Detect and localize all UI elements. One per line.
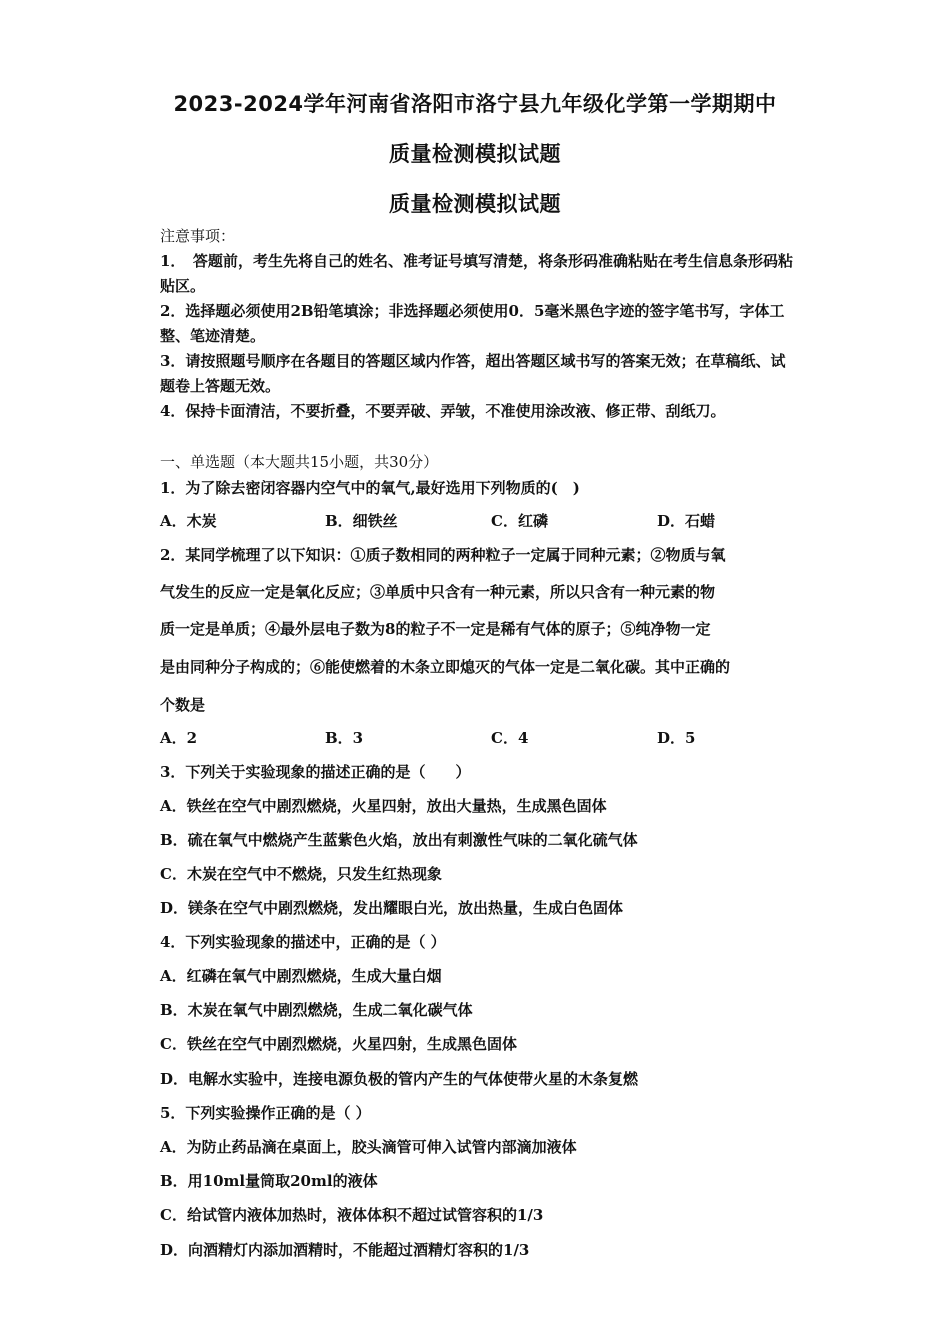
question-1-stem: 1．为了除去密闭容器内空气中的氧气,最好选用下列物质的( ) — [160, 479, 580, 497]
question-2-option-b: B．3 — [325, 729, 364, 747]
page-title: 2023-2024学年河南省洛阳市洛宁县九年级化学第一学期期中 — [173, 92, 777, 116]
question-3-stem: 3．下列关于实验现象的描述正确的是（ ） — [160, 763, 471, 781]
page-subtitle: 质量检测模拟试题 — [389, 142, 561, 166]
question-1-option-b: B．细铁丝 — [325, 512, 398, 530]
question-4-stem: 4．下列实验现象的描述中，正确的是（ ） — [160, 933, 446, 951]
notice-heading: 注意事项： — [160, 227, 236, 245]
question-2-option-d: D．5 — [657, 729, 696, 747]
notice-item-4: 4．保持卡面清洁，不要折叠，不要弄破、弄皱，不准使用涂改液、修正带、刮纸刀。 — [160, 402, 726, 420]
question-2-option-a: A．2 — [160, 729, 198, 747]
notice-item-2: 2．选择题必须使用2B铅笔填涂；非选择题必须使用0．5毫米黑色字迹的签字笔书写，字体工整、笔迹清楚。 — [160, 302, 785, 345]
question-1-option-c: C．红磷 — [491, 512, 548, 530]
question-3-option-a: A．铁丝在空气中剧烈燃烧，火星四射，放出大量热，生成黑色固体 — [160, 797, 607, 815]
question-2-stem-line-4: 是由同种分子构成的；⑥能使燃着的木条立即熄灭的气体一定是二氧化碳。其中正确的 — [160, 658, 731, 676]
notice-block — [160, 224, 800, 424]
question-4-option-a: A．红磷在氧气中剧烈燃烧，生成大量白烟 — [160, 967, 442, 985]
question-2-stem-line-5: 个数是 — [160, 696, 206, 714]
question-1-option-d: D．石蜡 — [657, 512, 716, 530]
question-5-stem: 5．下列实验操作正确的是（ ） — [160, 1104, 371, 1122]
page-subtitle-repeat: 质量检测模拟试题 — [389, 192, 561, 216]
question-4-option-c: C．铁丝在空气中剧烈燃烧，火星四射，生成黑色固体 — [160, 1035, 517, 1053]
question-2-option-c: C．4 — [491, 729, 529, 747]
question-5-option-a: A．为防止药品滴在桌面上，胶头滴管可伸入试管内部滴加液体 — [160, 1138, 577, 1156]
question-2-stem-line-2: 气发生的反应一定是氧化反应；③单质中只含有一种元素，所以只含有一种元素的物 — [160, 583, 716, 601]
question-1-option-a: A．木炭 — [160, 512, 217, 530]
question-5-option-b: B．用10ml量筒取20ml的液体 — [160, 1172, 378, 1190]
question-3-option-d: D．镁条在空气中剧烈燃烧，发出耀眼白光，放出热量，生成白色固体 — [160, 899, 624, 917]
question-3-option-c: C．木炭在空气中不燃烧，只发生红热现象 — [160, 865, 442, 883]
question-2-stem-line-1: 2．某同学梳理了以下知识：①质子数相同的两种粒子一定属于同种元素；②物质与氧 — [160, 546, 726, 564]
question-5-option-c: C．给试管内液体加热时，液体体积不超过试管容积的1/3 — [160, 1206, 544, 1224]
question-2-stem-line-3: 质一定是单质；④最外层电子数为8的粒子不一定是稀有气体的原子；⑤纯净物一定 — [160, 620, 711, 638]
section-heading: 一、单选题（本大题共15小题，共30分） — [160, 453, 439, 471]
question-3-option-b: B．硫在氧气中燃烧产生蓝紫色火焰，放出有刺激性气味的二氧化硫气体 — [160, 831, 638, 849]
notice-item-1: 1． 答题前，考生先将自己的姓名、准考证号填写清楚，将条形码准确粘贴在考生信息条形码粘贴区。 — [160, 252, 793, 295]
question-5-option-d: D．向酒精灯内添加酒精时，不能超过酒精灯容积的1/3 — [160, 1241, 530, 1259]
question-4-option-b: B．木炭在氧气中剧烈燃烧，生成二氧化碳气体 — [160, 1001, 473, 1019]
notice-item-3: 3．请按照题号顺序在各题目的答题区域内作答，超出答题区域书写的答案无效；在草稿纸、试题卷上答题无效。 — [160, 352, 786, 395]
question-4-option-d: D．电解水实验中，连接电源负极的管内产生的气体使带火星的木条复燃 — [160, 1070, 639, 1088]
